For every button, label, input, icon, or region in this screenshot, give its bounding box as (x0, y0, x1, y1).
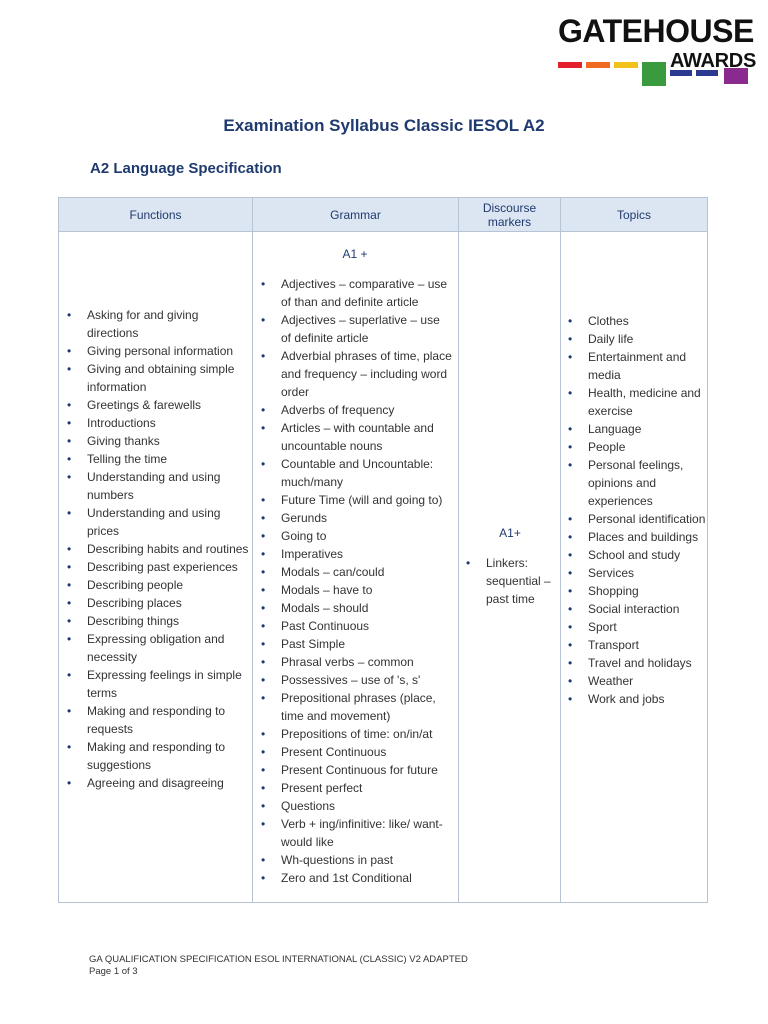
list-item: • Past Simple (257, 635, 453, 653)
list-item: • Past Continuous (257, 617, 453, 635)
list-item: • Possessives – use of 's, s' (257, 671, 453, 689)
column-divider (560, 198, 561, 902)
list-item: • Agreeing and disagreeing (63, 774, 249, 792)
list-item: • Introductions (63, 414, 249, 432)
list-item: • Describing places (63, 594, 249, 612)
list-item: • Entertainment and media (564, 348, 706, 384)
list-item: • Giving thanks (63, 432, 249, 450)
list-item: • Wh-questions in past (257, 851, 453, 869)
list-item: • People (564, 438, 706, 456)
logo-bar-red (558, 62, 582, 68)
list-item: • Understanding and using prices (63, 504, 249, 540)
topics-list (564, 312, 706, 708)
logo-wordmark: GATEHOUSE (558, 13, 754, 49)
list-item: • Prepositions of time: on/in/at (257, 725, 453, 743)
list-item: • Future Time (will and going to) (257, 491, 453, 509)
list-item: • Work and jobs (564, 690, 706, 708)
column-divider (252, 198, 253, 902)
logo-bar-yellow (614, 62, 638, 68)
list-item: • Places and buildings (564, 528, 706, 546)
list-item: • Travel and holidays (564, 654, 706, 672)
discourse-list (462, 554, 558, 608)
list-item: • Services (564, 564, 706, 582)
column-divider (458, 198, 459, 902)
header-topics: Topics (616, 207, 651, 222)
list-item: • Sport (564, 618, 706, 636)
list-item: • Asking for and giving directions (63, 306, 249, 342)
list-item: • Going to (257, 527, 453, 545)
list-item: • Making and responding to suggestions (63, 738, 249, 774)
list-item: • Adverbs of frequency (257, 401, 453, 419)
functions-list (63, 306, 249, 792)
footer-page-number: Page 1 of 3 (89, 966, 138, 977)
list-item: • Expressing feelings in simple terms (63, 666, 249, 702)
grammar-list (257, 275, 453, 887)
list-item: • Prepositional phrases (place, time and movement) (257, 689, 453, 725)
list-item: • Imperatives (257, 545, 453, 563)
logo-bar-orange (586, 62, 610, 68)
list-item: • Giving and obtaining simple information (63, 360, 249, 396)
list-item: • Shopping (564, 582, 706, 600)
list-item: • Making and responding to requests (63, 702, 249, 738)
list-item: • Countable and Uncountable: much/many (257, 455, 453, 491)
list-item: • Gerunds (257, 509, 453, 527)
list-item: • Describing habits and routines (63, 540, 249, 558)
header-functions: Functions (129, 207, 182, 222)
list-item: • Phrasal verbs – common (257, 653, 453, 671)
list-item: • Personal identification (564, 510, 706, 528)
logo-subword: AWARDS (670, 50, 756, 72)
list-item: • Verb + ing/infinitive: like/ want-would like (257, 815, 453, 851)
list-item: • Present perfect (257, 779, 453, 797)
section-title: A2 Language Specification (90, 160, 282, 177)
gatehouse-awards-logo (558, 14, 754, 86)
list-item: • Health, medicine and exercise (564, 384, 706, 420)
list-item: • Clothes (564, 312, 706, 330)
list-item: • Adjectives – comparative – use of than and definite article (257, 275, 453, 311)
topics-column (564, 312, 706, 708)
list-item: • Adverbial phrases of time, place and frequency – including word order (257, 347, 453, 401)
list-item: • Linkers: sequential – past time (462, 554, 558, 608)
list-item: • Present Continuous for future (257, 761, 453, 779)
list-item: • Language (564, 420, 706, 438)
footer-spec-line: GA QUALIFICATION SPECIFICATION ESOL INTERNATIONAL (CLASSIC) V2 ADAPTED (89, 954, 468, 965)
list-item: • Describing people (63, 576, 249, 594)
list-item: • Modals – can/could (257, 563, 453, 581)
list-item: • Telling the time (63, 450, 249, 468)
list-item: • Describing things (63, 612, 249, 630)
discourse-column (462, 524, 558, 608)
list-item: • Weather (564, 672, 706, 690)
header-discourse-markers: Discourse markers (482, 200, 537, 229)
discourse-level-label: A1+ (499, 526, 521, 540)
list-item: • Daily life (564, 330, 706, 348)
logo-bar-green (642, 62, 666, 86)
list-item: • Transport (564, 636, 706, 654)
page-footer (89, 954, 468, 978)
list-item: • Present Continuous (257, 743, 453, 761)
list-item: • Personal feelings, opinions and experiences (564, 456, 706, 510)
list-item: • School and study (564, 546, 706, 564)
list-item: • Social interaction (564, 600, 706, 618)
list-item: • Understanding and using numbers (63, 468, 249, 504)
header-grammar: Grammar (330, 207, 381, 222)
table-header-row (59, 198, 707, 232)
list-item: • Articles – with countable and uncountable nouns (257, 419, 453, 455)
list-item: • Expressing obligation and necessity (63, 630, 249, 666)
list-item: • Describing past experiences (63, 558, 249, 576)
functions-column (63, 306, 249, 792)
list-item: • Greetings & farewells (63, 396, 249, 414)
grammar-column (257, 245, 453, 887)
list-item: • Zero and 1st Conditional (257, 869, 453, 887)
document-title: Examination Syllabus Classic IESOL A2 (223, 116, 545, 135)
list-item: • Adjectives – superlative – use of definite article (257, 311, 453, 347)
grammar-level-label: A1 + (342, 247, 368, 261)
list-item: • Giving personal information (63, 342, 249, 360)
list-item: • Questions (257, 797, 453, 815)
language-specification-table (58, 197, 708, 903)
list-item: • Modals – should (257, 599, 453, 617)
list-item: • Modals – have to (257, 581, 453, 599)
